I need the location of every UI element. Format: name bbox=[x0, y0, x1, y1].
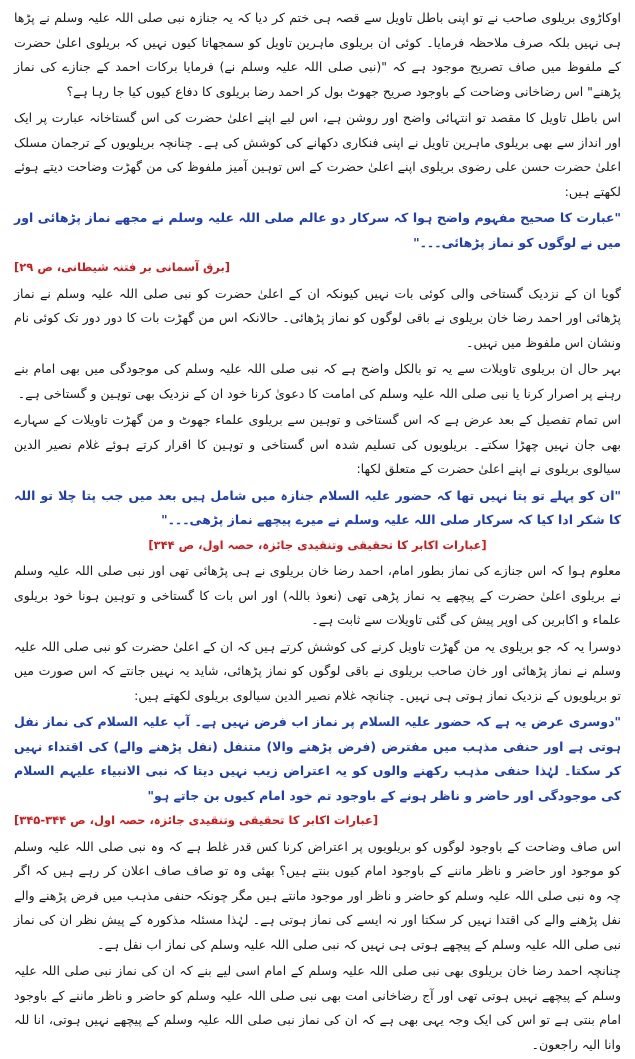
paragraph-1: اوکاڑوی بریلوی صاحب نے تو اپنی باطل تاویل سے قصہ ہی ختم کر دیا کہ یہ جنازہ نبی صلی اللہ علیہ وسلم نے پڑھا ہی نہیں بلکہ صرف ملاحظہ فرمایا۔ کوئی ان بریلوی ماہرین تاویل کو سمجھاتا کیوں نہیں کہ بریلوی اعلیٰ حضرت کے ملفوظ میں صاف تصریح موجود ہے کہ "(نبی صلی اللہ علیہ وسلم نے) فرمایا برکات احمد کے جنازے کی نماز پڑھنے" اس رضاخانی وضاحت کے باوجود صریح جھوٹ بول کر احمد رضا بریلوی کا دفاع کیوں کیا جا رہا ہے؟ bbox=[14, 10, 621, 99]
paragraph-3: گویا ان کے نزدیک گستاخی والی کوئی بات نہیں کیونکہ ان کے اعلیٰ حضرت کو نبی صلی اللہ علیہ وسلم نے نماز پڑھائی اور احمد رضا خان بریلوی نے باقی لوگوں کو نماز پڑھائی۔ حالانکہ اس من گھڑت بات کا دور دور تک کوئی نام ونشان اس ملفوظ میں نہیں۔ bbox=[14, 285, 621, 350]
paragraph-7: دوسرا یہ کہ جو بریلوی یہ من گھڑت تاویل کرنے کی کوشش کرتے ہیں کہ ان کے اعلیٰ حضرت کو نبی صلی اللہ علیہ وسلم نے نماز پڑھائی اور خان صاحب بریلوی نے باقی لوگوں کو نماز پڑھائی، شاید یہ نہیں جانتے کہ اس صورت میں تو بریلویوں کے نزدیک نماز ہوتی ہی نہیں۔ چنانچہ غلام نصیر الدین سیالوی بریلوی لکھتے ہیں: bbox=[14, 638, 621, 703]
paragraph-4: بہر حال ان بریلوی تاویلات سے یہ تو بالکل واضح ہے کہ نبی صلی اللہ علیہ وسلم کی موجودگی میں بھی امام بنے رہنے پر اصرار کرنا یا نبی صلی اللہ علیہ وسلم کی امامت کا دعویٰ کرنا خود ان کے نزدیک بھی توہین و گستاخی ہے۔ bbox=[14, 361, 621, 401]
reference-1: [برق آسمانی بر فتنہ شیطانی، ص ۲۹] bbox=[14, 260, 231, 274]
paragraph-5: اس تمام تفصیل کے بعد عرض ہے کہ اس گستاخی و توہین سے بریلوی علماء جھوٹ و من گھڑت تاویلات کے سہارے بھی جان نہیں چھڑا سکتے۔ بریلویوں کی تسلیم شدہ اس گستاخی و توہین کا اقرار کرتے ہوئے غلام نصیر الدین سیالوی بریلوی نے اپنے اعلیٰ حضرت کے متعلق لکھا: bbox=[14, 412, 621, 476]
paragraph-8: اس صاف وضاحت کے باوجود لوگوں کو بریلویوں پر اعتراض کرنا کس قدر غلط ہے کہ وہ نبی صلی اللہ علیہ وسلم کو موجود اور حاضر و ناظر ماننے کے باوجود امام کیوں بنتے ہیں؟ بھئی وہ تو صاف صاف اعلان کر رہے ہیں کہ اگر چہ وہ نبی صلی اللہ علیہ وسلم کو حاضر و ناظر اور موجود مانتے ہیں مگر چونکہ حنفی مذہب میں فرض پڑھنے والے نفل پڑھنے والے کی اقتدا نہیں کر سکتا اور نہ ایسے کی نماز ہوتی ہے۔ لہٰذا مسئلہ مذکورہ کے پیش نظر ان کی نماز نبی صلی اللہ علیہ وسلم کے پیچھے ہوتی ہی نہیں کہ نبی صلی اللہ علیہ وسلم کی نماز اب نفل ہے۔ bbox=[14, 838, 621, 952]
reference-2: [عبارات اکابر کا تحقیقی وتنقیدی جائزہ، حصہ اول، ص ۳۴۴] bbox=[148, 537, 487, 552]
paragraph-6: معلوم ہوا کہ اس جنازے کی نماز بطور امام، احمد رضا خان بریلوی نے ہی پڑھائی تھی اور نبی صلی اللہ علیہ وسلم نے بریلوی اعلیٰ حضرت کے پیچھے یہ نماز پڑھی تھی (نعوذ باللہ) اور اس بات کا گستاخی و توہین ہونا خود بریلوی علماء و اکابرین کی اوپر پیش کی گئی تاویلات سے ثابت ہے۔ bbox=[14, 563, 621, 627]
paragraph-2: اس باطل تاویل کا مقصد تو انتہائی واضح اور روشن ہے، اس لیے اپنے اعلیٰ حضرت کی اس گستاخانہ عبارت پر ایک اور انداز سے بھی بریلوی ماہرین تاویل نے اپنی فنکاری دکھانے کی کوشش کی ہے۔ چنانچہ بریلویوں کے ترجمان مسلک اعلیٰ حضرت حسن علی رضوی بریلوی اپنے اعلیٰ حضرت کے اس توہین آمیز ملفوظ کی من گھڑت وضاحت دیتے ہوئے لکھتے ہیں: bbox=[14, 110, 621, 199]
document-page bbox=[14, 6, 621, 1059]
quote-1: "عبارت کا صحیح مفہوم واضح ہوا کہ سرکار دو عالم صلی اللہ علیہ وسلم نے مجھے نماز پڑھائی اور میں نے لوگوں کو نماز پڑھائی۔۔۔" bbox=[14, 210, 621, 250]
reference-3: [عبارات اکابر کا تحقیقی وتنقیدی جائزہ، حصہ اول، ص ۳۴۴-۳۴۵] bbox=[14, 813, 379, 827]
quote-3: "دوسری عرض یہ ہے کہ حضور علیہ السلام پر نماز اب فرض نہیں ہے۔ آپ علیہ السلام کی نماز نفل ہوتی ہے اور حنفی مذہب میں مفترض (فرض پڑھنے والا) متنفل (نفل پڑھنے والے) کی اقتداء نہیں کر سکتا۔ لہٰذا حنفی مذہب رکھنے والوں کو یہ اعتراض زیب نہیں دیتا کہ نبی الانبیاء علیہم السلام کی موجودگی اور حاضر و ناظر ہونے کے باوجود تم خود امام کیوں بن جاتے ہو" bbox=[14, 714, 621, 803]
paragraph-9: چنانچہ احمد رضا خان بریلوی بھی نبی صلی اللہ علیہ وسلم کے امام اسی لیے بنے کہ ان کی نماز نبی صلی اللہ علیہ وسلم کے پیچھے نہیں ہوتی تھی اور آج رضاخانی امت بھی نبی صلی اللہ علیہ وسلم کو حاضر و ناظر ماننے کے باوجود امام بنتی ہے تو اس کی ایک وجہ یہی بھی ہے کہ ان کی نماز نبی صلی اللہ علیہ وسلم کے پیچھے نہیں ہوتی، انا للہ وانا الیہ راجعون۔ bbox=[14, 963, 621, 1052]
quote-2: "ان کو پہلے تو پتا نہیں تھا کہ حضور علیہ السلام جنازہ میں شامل ہیں بعد میں جب پتا چلا تو اللہ کا شکر ادا کیا کہ سرکار صلی اللہ علیہ وسلم نے میرے پیچھے نماز پڑھی۔۔۔" bbox=[14, 487, 621, 527]
